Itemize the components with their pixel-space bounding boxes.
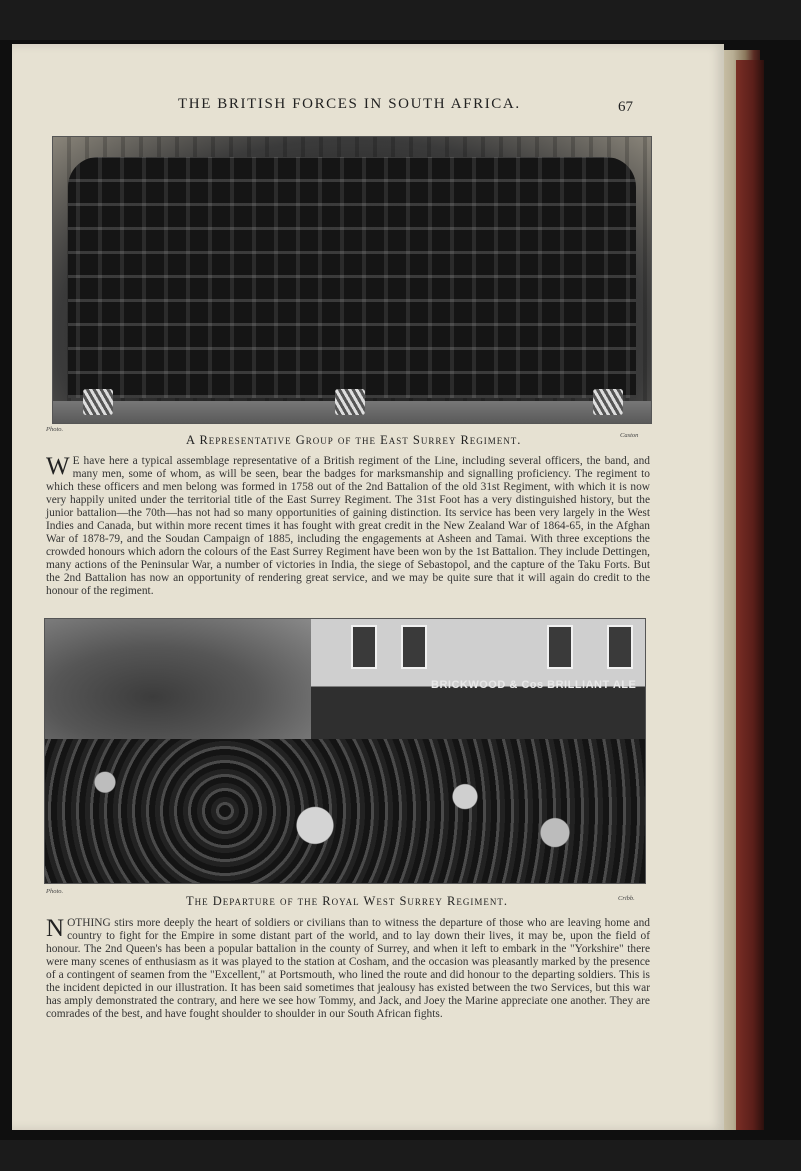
photo-credit-left: Photo. [46,888,64,895]
paragraph-text: OTHING stirs more deeply the heart of soldiers or civilians than to witness the departure of those who are leaving home and country to fight for the Empire in some distant part of the world, and to lay down their lives, it may be, upon the field of honour. The 2nd Queen's has been a popular battalion in the county of Surrey, and when it left to embark in the "Yorkshire" there were many scenes of enthusiasm as it was played to the station at Cosham, and the occasion was pleasantly marked by the presence of a contingent of seamen from the "Excellent," at Portsmouth, who lined the route and did honour to the departing soldiers. This is the incident depicted in our illustration. It has been said sometimes that jealousy has existed between the two Services, but this war has amply demonstrated the contrary, and here we see how Tommy, and Jack, and Joey the Marine appreciate one another. They are comrades of the best, and have fought shoulder to shoulder in our South African fights. [46,917,650,1020]
photo-credit-left: Photo. [46,426,64,433]
trees [45,619,315,749]
drum [83,389,113,415]
paragraph-text: E have here a typical assemblage representative of a British regiment of the Line, including several officers, the band, and many men, some of whom, as will be seen, bear the badges for marksmanship and signalling proficiency. The regiment to which these officers and men belong was formed in 1758 out of the 2nd Battalion of the old 31st Regiment, with which it is now very happily united under the territorial title of the East Surrey Regiment. The 31st Foot has a very distinguished history, but the junior battalion—the 70th—has not had so many opportunities of gaining distinction. Its service has been very largely in the West Indies and Canada, but within more recent times it has fought with great credit in the New Zealand War of 1864-65, in the Afghan War of 1878-79, and the Soudan Campaign of 1885, including the engagements at Asheen and Tamai. With three exceptions the crowded honours which adorn the colours of the East Surrey Regiment have been won by the 1st Battalion. They include Dettingen, many actions of the Peninsular War, a number of victories in India, the siege of Sebastopol, and the capture of the Taku Forts. But the 2nd Battalion has now an opportunity of rendering great service, and we may be quite sure that it will again do credit to the honour of the regiment. [46,455,650,597]
page-number: 67 [618,99,633,115]
departure-photo [44,618,646,884]
figure-caption: A Representative Group of the East Surrey Regiment. [186,433,522,447]
book-cover-edge [736,60,764,1130]
window [607,625,633,669]
drum [335,389,365,415]
photo-credit-right: Caston [620,432,639,439]
running-head: THE BRITISH FORCES IN SOUTH AFRICA. [178,96,521,112]
article-paragraph [46,455,650,598]
drum [593,389,623,415]
pub-building [311,619,645,749]
photo-credit-right: Cribb. [618,895,635,902]
window [547,625,573,669]
drop-cap: N [46,915,65,942]
window [401,625,427,669]
soldier-rows [68,157,636,398]
crowd-and-band [45,739,645,883]
drop-cap: W [46,453,70,480]
article-paragraph [46,917,650,1021]
window [351,625,377,669]
regiment-group-photo [52,136,652,424]
pub-sign: BRICKWOOD & Cos BRILLIANT ALE [431,679,637,691]
figure-caption: The Departure of the Royal West Surrey Regiment. [186,894,508,908]
